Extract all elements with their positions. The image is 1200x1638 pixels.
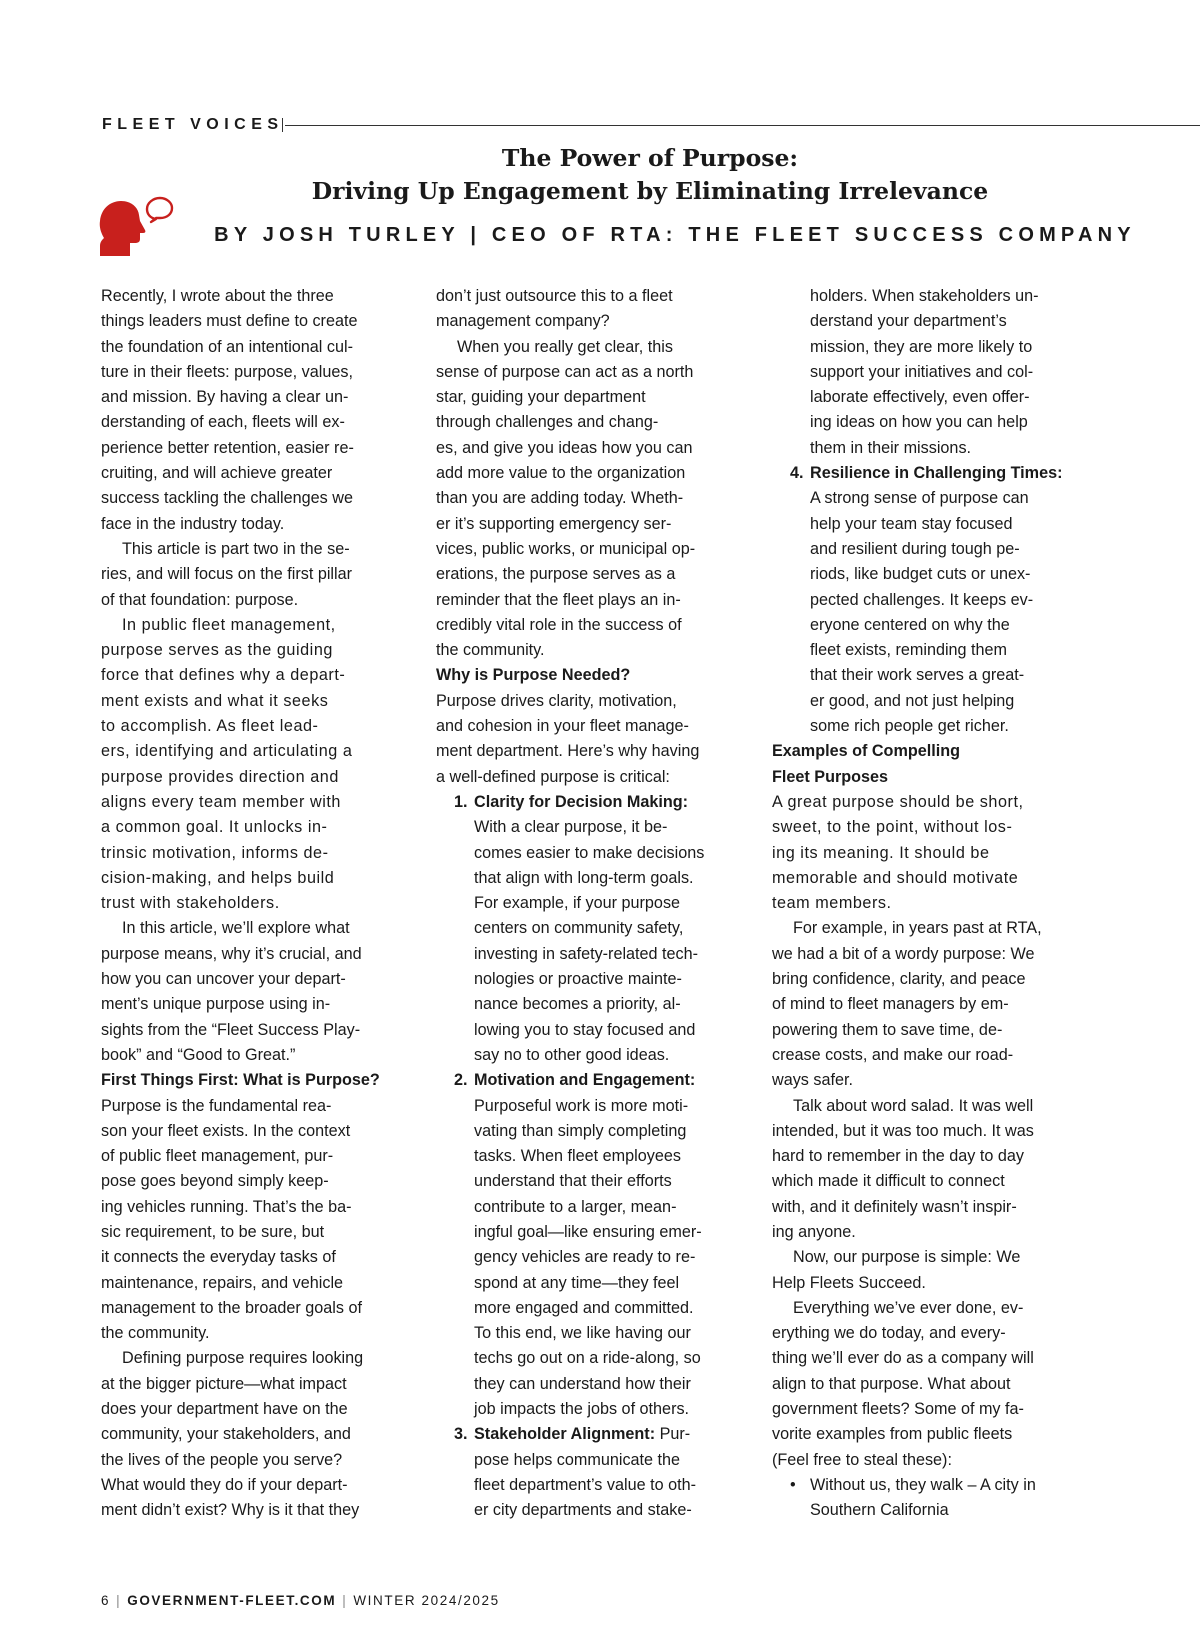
text-line: son your fleet exists. In the context: [101, 1121, 351, 1140]
bullet-line: Southern California: [810, 1501, 949, 1520]
text-line: and mission. By having a clear un-: [101, 388, 349, 407]
text-line: a well-defined purpose is critical:: [436, 767, 670, 786]
text-line: powering them to save time, de-: [772, 1020, 1003, 1039]
text-line: purpose serves as the guiding: [101, 641, 333, 660]
text-line: Purpose drives clarity, motivation,: [436, 691, 677, 710]
text-line: of that foundation: purpose.: [101, 590, 299, 609]
list-line: centers on community safety,: [474, 919, 684, 938]
text-line: a common goal. It unlocks in-: [101, 818, 328, 837]
text-line: ing its meaning. It should be: [772, 843, 990, 862]
text-line: ries, and will focus on the first pillar: [101, 565, 353, 584]
list-number: 4.: [790, 464, 804, 483]
text-line: things leaders must define to create: [101, 312, 358, 331]
list-line: that their work serves a great-: [810, 666, 1025, 685]
text-line: through challenges and chang-: [436, 413, 659, 432]
text-line: This article is part two in the se-: [122, 539, 350, 558]
list-line: mission, they are more likely to: [810, 337, 1033, 356]
list-item-title: [772, 461, 1082, 486]
text-line: A great purpose should be short,: [772, 792, 1024, 811]
text-line: vorite examples from public fleets: [772, 1425, 1013, 1444]
list-line: investing in safety-related tech-: [474, 944, 699, 963]
list-number: 3.: [454, 1425, 468, 1444]
text-line: does your department have on the: [101, 1400, 348, 1419]
text-line: book” and “Good to Great.”: [101, 1045, 296, 1064]
page-footer: [101, 1593, 500, 1608]
text-line: erything we do today, and every-: [772, 1324, 1006, 1343]
text-line: team members.: [772, 894, 892, 913]
subheading: Examples of Compelling: [772, 742, 960, 761]
list-line: they can understand how their: [474, 1374, 691, 1393]
text-line: What would they do if your depart-: [101, 1475, 348, 1494]
text-line: the community.: [101, 1324, 210, 1343]
text-line: ing vehicles running. That’s the ba-: [101, 1197, 352, 1216]
list-line: With a clear purpose, it be-: [474, 818, 668, 837]
text-line: the community.: [436, 641, 545, 660]
text-line: intended, but it was too much. It was: [772, 1121, 1034, 1140]
list-line: eryone centered on why the: [810, 615, 1010, 634]
list-line: er city departments and stake-: [474, 1501, 692, 1520]
text-line: pose goes beyond simply keep-: [101, 1172, 329, 1191]
list-line: some rich people get richer.: [810, 717, 1009, 736]
text-line: add more value to the organization: [436, 464, 686, 483]
page-number: 6: [101, 1593, 111, 1608]
text-line: thing we’ll ever do as a company will: [772, 1349, 1034, 1368]
text-line: community, your stakeholders, and: [101, 1425, 351, 1444]
text-line: es, and give you ideas how you can: [436, 438, 693, 457]
text-line: Everything we’ve ever done, ev-: [793, 1298, 1024, 1317]
text-line: credibly vital role in the success of: [436, 615, 682, 634]
list-line: understand that their efforts: [474, 1172, 672, 1191]
text-line: force that defines why a depart-: [101, 666, 346, 685]
text-line: crease costs, and make our road-: [772, 1045, 1014, 1064]
text-line: than you are adding today. Wheth-: [436, 489, 684, 508]
text-line: cision-making, and helps build: [101, 868, 335, 887]
text-line: Now, our purpose is simple: We: [793, 1248, 1021, 1267]
text-line: sights from the “Fleet Success Play-: [101, 1020, 361, 1039]
list-line: job impacts the jobs of others.: [474, 1400, 690, 1419]
list-line: fleet department’s value to oth-: [474, 1475, 696, 1494]
subheading: Why is Purpose Needed?: [436, 666, 631, 685]
list-line: ingful goal—like ensuring emer-: [474, 1222, 702, 1241]
text-line: to accomplish. As fleet lead-: [101, 717, 319, 736]
text-line: erations, the purpose serves as a: [436, 565, 676, 584]
text-line: trust with stakeholders.: [101, 894, 280, 913]
list-line: ing ideas on how you can help: [810, 413, 1028, 432]
column-1: [101, 284, 406, 1524]
bullet-icon: •: [790, 1475, 796, 1494]
section-header: [102, 115, 1200, 135]
column-2: [436, 284, 746, 1524]
list-item-title: [436, 1068, 746, 1093]
text-line: ers, identifying and articulating a: [101, 742, 353, 761]
text-line: face in the industry today.: [101, 514, 285, 533]
list-line: er good, and not just helping: [810, 691, 1015, 710]
list-line: that align with long-term goals.: [474, 868, 694, 887]
text-line: hard to remember in the day to day: [772, 1147, 1024, 1166]
text-line: ways safer.: [772, 1071, 853, 1090]
text-line: aligns every team member with: [101, 792, 341, 811]
bullet-text: Without us, they walk – A city in: [810, 1475, 1036, 1494]
text-line: trinsic motivation, informs de-: [101, 843, 329, 862]
text-line: align to that purpose. What about: [772, 1374, 1011, 1393]
text-line: er it’s supporting emergency ser-: [436, 514, 672, 533]
list-line: A strong sense of purpose can: [810, 489, 1029, 508]
text-line: purpose means, why it’s crucial, and: [101, 944, 362, 963]
list-item-title: [436, 1422, 746, 1447]
text-line: management company?: [436, 312, 610, 331]
text-line: we had a bit of a wordy purpose: We: [772, 944, 1035, 963]
list-line: contribute to a larger, mean-: [474, 1197, 677, 1216]
footer-separator: |: [116, 1593, 122, 1608]
list-line: nance becomes a priority, al-: [474, 995, 681, 1014]
list-line: Purposeful work is more moti-: [474, 1096, 689, 1115]
list-line: spond at any time—they feel: [474, 1273, 680, 1292]
text-line: Talk about word salad. It was well: [793, 1096, 1034, 1115]
bullet-item: [772, 1473, 1082, 1498]
list-line: help your team stay focused: [810, 514, 1013, 533]
text-line: success tackling the challenges we: [101, 489, 353, 508]
text-line: the foundation of an intentional cul-: [101, 337, 353, 356]
text-line: government fleets? Some of my fa-: [772, 1400, 1024, 1419]
text-line: sic requirement, to be sure, but: [101, 1222, 325, 1241]
list-line: pose helps communicate the: [474, 1450, 681, 1469]
text-line: In public fleet management,: [122, 615, 336, 634]
text-line: In this article, we’ll explore what: [122, 919, 350, 938]
list-line: lowing you to stay focused and: [474, 1020, 696, 1039]
text-line: vices, public works, or municipal op-: [436, 539, 696, 558]
list-line: more engaged and committed.: [474, 1298, 694, 1317]
list-line: riods, like budget cuts or unex-: [810, 565, 1031, 584]
text-line: sense of purpose can act as a north: [436, 362, 694, 381]
text-line: of public fleet management, pur-: [101, 1147, 334, 1166]
text-line: how you can uncover your depart-: [101, 970, 346, 989]
list-line: For example, if your purpose: [474, 894, 681, 913]
text-line: star, guiding your department: [436, 388, 646, 407]
list-line: pected challenges. It keeps ev-: [810, 590, 1034, 609]
list-item-title: [436, 790, 746, 815]
text-line: memorable and should motivate: [772, 868, 1019, 887]
text-line: Purpose is the fundamental rea-: [101, 1096, 332, 1115]
section-rule-tick: [282, 118, 283, 132]
text-line: Defining purpose requires looking: [122, 1349, 364, 1368]
text-line: maintenance, repairs, and vehicle: [101, 1273, 344, 1292]
list-line: vating than simply completing: [474, 1121, 687, 1140]
list-title: Stakeholder Alignment:: [474, 1425, 656, 1444]
title-line-1: The Power of Purpose:: [501, 144, 799, 172]
list-line: holders. When stakeholders un-: [810, 287, 1039, 305]
text-line: Recently, I wrote about the three: [101, 287, 334, 305]
text-line: with, and it definitely wasn’t inspir-: [772, 1197, 1017, 1216]
text-line: which made it difficult to connect: [772, 1172, 1005, 1191]
text-line: purpose provides direction and: [101, 767, 339, 786]
text-line: When you really get clear, this: [457, 337, 673, 356]
text-line: ment department. Here’s why having: [436, 742, 700, 761]
text-line: ment’s unique purpose using in-: [101, 995, 331, 1014]
footer-issue: WINTER 2024/2025: [353, 1593, 500, 1608]
section-label: FLEET VOICES: [102, 116, 284, 133]
text-line: management to the broader goals of: [101, 1298, 362, 1317]
list-line: laborate effectively, even offer-: [810, 388, 1030, 407]
list-line: fleet exists, reminding them: [810, 641, 1008, 660]
list-line: nologies or proactive mainte-: [474, 970, 682, 989]
text-line: it connects the everyday tasks of: [101, 1248, 336, 1267]
list-line: say no to other good ideas.: [474, 1045, 670, 1064]
footer-site-link[interactable]: GOVERNMENT-FLEET.COM: [127, 1593, 337, 1608]
list-line: them in their missions.: [810, 438, 972, 457]
text-line: perience better retention, easier re-: [101, 438, 354, 457]
text-line: ment exists and what it seeks: [101, 691, 329, 710]
list-number: 2.: [454, 1071, 468, 1090]
column-3: [772, 284, 1082, 1524]
footer-separator: |: [342, 1593, 348, 1608]
text-line: ing anyone.: [772, 1222, 856, 1241]
byline: BY JOSH TURLEY | CEO OF RTA: THE FLEET SUCCESS COMPANY: [214, 224, 1136, 246]
list-line: gency vehicles are ready to re-: [474, 1248, 696, 1267]
list-line: derstand your department’s: [810, 312, 1007, 331]
text-line: Help Fleets Succeed.: [772, 1273, 926, 1292]
article-title: [220, 142, 1080, 208]
list-line: techs go out on a ride-along, so: [474, 1349, 701, 1368]
subheading: Fleet Purposes: [772, 767, 889, 786]
text-line: (Feel free to steal these):: [772, 1450, 952, 1469]
list-title: Resilience in Challenging Times:: [810, 464, 1063, 483]
text-line: cruiting, and will achieve greater: [101, 464, 333, 483]
text-line: ment didn’t exist? Why is it that they: [101, 1501, 360, 1520]
title-line-2: Driving Up Engagement by Eliminating Irrelevance: [311, 177, 989, 205]
list-inline-text: Pur-: [655, 1425, 691, 1444]
list-line: and resilient during tough pe-: [810, 539, 1020, 558]
list-title: Motivation and Engagement:: [474, 1071, 696, 1090]
list-line: tasks. When fleet employees: [474, 1147, 681, 1166]
text-line: reminder that the fleet plays an in-: [436, 590, 681, 609]
text-line: and cohesion in your fleet manage-: [436, 717, 689, 736]
text-line: at the bigger picture—what impact: [101, 1374, 347, 1393]
subheading: First Things First: What is Purpose?: [101, 1071, 380, 1090]
list-line: support your initiatives and col-: [810, 362, 1034, 381]
list-line: comes easier to make decisions: [474, 843, 705, 862]
list-title: Clarity for Decision Making:: [474, 792, 689, 811]
text-line: derstanding of each, fleets will ex-: [101, 413, 345, 432]
text-line: the lives of the people you serve?: [101, 1450, 343, 1469]
list-number: 1.: [454, 792, 468, 811]
text-line: ture in their fleets: purpose, values,: [101, 362, 353, 381]
text-line: of mind to fleet managers by em-: [772, 995, 1009, 1014]
text-line: For example, in years past at RTA,: [793, 919, 1042, 938]
text-line: sweet, to the point, without los-: [772, 818, 1013, 837]
list-line: To this end, we like having our: [474, 1324, 691, 1343]
text-line: don’t just outsource this to a fleet: [436, 287, 673, 305]
section-rule: [285, 125, 1200, 126]
text-line: bring confidence, clarity, and peace: [772, 970, 1026, 989]
